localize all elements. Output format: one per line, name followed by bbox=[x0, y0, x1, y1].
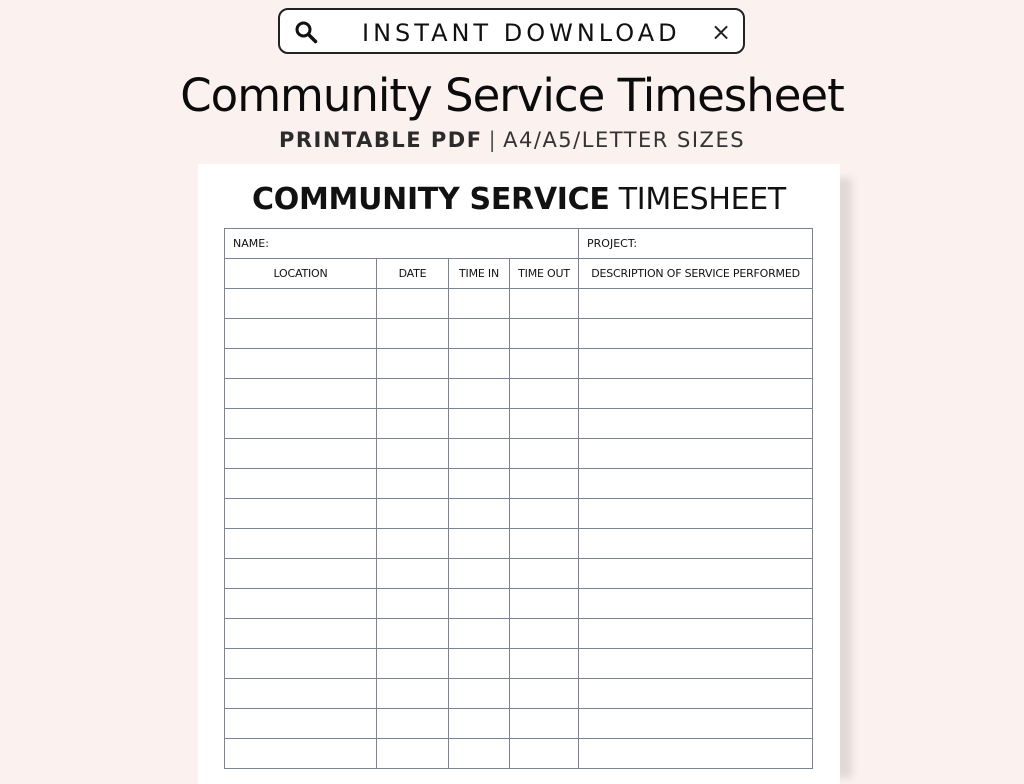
table-cell bbox=[579, 709, 813, 739]
table-cell bbox=[579, 469, 813, 499]
table-cell bbox=[449, 499, 510, 529]
subtitle-format: PRINTABLE PDF bbox=[278, 128, 483, 152]
table-row bbox=[225, 529, 813, 559]
table-cell bbox=[377, 709, 449, 739]
table-cell bbox=[449, 439, 510, 469]
table-cell bbox=[225, 319, 377, 349]
timesheet-table bbox=[224, 228, 813, 769]
table-cell bbox=[449, 289, 510, 319]
table-row bbox=[225, 409, 813, 439]
table-cell bbox=[377, 499, 449, 529]
table-cell bbox=[449, 679, 510, 709]
table-cell bbox=[510, 589, 579, 619]
table-cell bbox=[377, 379, 449, 409]
table-cell bbox=[449, 649, 510, 679]
col-header-location: LOCATION bbox=[225, 259, 377, 289]
table-cell bbox=[579, 349, 813, 379]
table-cell bbox=[225, 529, 377, 559]
table-cell bbox=[510, 319, 579, 349]
sheet-title-bold: COMMUNITY SERVICE bbox=[252, 182, 610, 217]
table-row bbox=[225, 379, 813, 409]
table-cell bbox=[449, 709, 510, 739]
table-cell bbox=[579, 739, 813, 769]
table-row bbox=[225, 319, 813, 349]
table-row bbox=[225, 679, 813, 709]
table-cell bbox=[510, 379, 579, 409]
table-cell bbox=[377, 319, 449, 349]
table-cell bbox=[377, 589, 449, 619]
table-cell bbox=[449, 739, 510, 769]
subtitle-sizes: A4/A5/LETTER SIZES bbox=[503, 128, 746, 152]
table-cell bbox=[510, 349, 579, 379]
table-row bbox=[225, 499, 813, 529]
table-cell bbox=[449, 559, 510, 589]
table-cell bbox=[225, 499, 377, 529]
table-cell bbox=[225, 589, 377, 619]
table-cell bbox=[377, 679, 449, 709]
table-cell bbox=[449, 319, 510, 349]
table-cell bbox=[579, 589, 813, 619]
table-row bbox=[225, 619, 813, 649]
table-cell bbox=[510, 619, 579, 649]
table-cell bbox=[225, 709, 377, 739]
instant-download-search-bar[interactable] bbox=[278, 8, 745, 54]
table-cell bbox=[579, 499, 813, 529]
column-header-row bbox=[225, 259, 813, 289]
table-cell bbox=[449, 469, 510, 499]
table-cell bbox=[377, 649, 449, 679]
table-cell bbox=[510, 289, 579, 319]
table-cell bbox=[377, 559, 449, 589]
table-cell bbox=[377, 289, 449, 319]
col-header-date: DATE bbox=[377, 259, 449, 289]
subtitle-separator: | bbox=[488, 128, 498, 152]
table-cell bbox=[510, 499, 579, 529]
table-cell bbox=[510, 739, 579, 769]
table-cell bbox=[377, 529, 449, 559]
table-cell bbox=[377, 409, 449, 439]
name-project-row bbox=[225, 229, 813, 259]
table-cell bbox=[377, 439, 449, 469]
table-row bbox=[225, 589, 813, 619]
table-cell bbox=[510, 649, 579, 679]
table-cell bbox=[225, 409, 377, 439]
col-header-time-out: TIME OUT bbox=[510, 259, 579, 289]
table-cell bbox=[579, 679, 813, 709]
table-cell bbox=[449, 529, 510, 559]
table-cell bbox=[225, 679, 377, 709]
table-cell bbox=[510, 529, 579, 559]
table-cell bbox=[510, 709, 579, 739]
table-cell bbox=[510, 559, 579, 589]
table-cell bbox=[579, 319, 813, 349]
table-cell bbox=[579, 619, 813, 649]
table-row bbox=[225, 709, 813, 739]
sheet-title bbox=[198, 182, 840, 218]
name-field: NAME: bbox=[225, 229, 579, 259]
table-cell bbox=[225, 349, 377, 379]
table-cell bbox=[510, 409, 579, 439]
close-icon[interactable]: × bbox=[710, 18, 732, 46]
col-header-description: DESCRIPTION OF SERVICE PERFORMED bbox=[579, 259, 813, 289]
timesheet-preview bbox=[198, 164, 840, 784]
table-cell bbox=[225, 379, 377, 409]
search-icon bbox=[294, 20, 318, 44]
table-cell bbox=[449, 589, 510, 619]
sheet-title-regular: TIMESHEET bbox=[618, 182, 786, 217]
table-cell bbox=[449, 619, 510, 649]
table-cell bbox=[579, 439, 813, 469]
table-cell bbox=[225, 289, 377, 319]
table-row bbox=[225, 559, 813, 589]
table-row bbox=[225, 289, 813, 319]
table-cell bbox=[377, 349, 449, 379]
table-cell bbox=[510, 679, 579, 709]
table-cell bbox=[449, 349, 510, 379]
page-subtitle bbox=[0, 126, 1024, 154]
table-cell bbox=[225, 649, 377, 679]
table-cell bbox=[225, 469, 377, 499]
table-cell bbox=[449, 409, 510, 439]
search-text: INSTANT DOWNLOAD bbox=[362, 19, 681, 47]
table-cell bbox=[579, 289, 813, 319]
table-cell bbox=[579, 529, 813, 559]
table-row bbox=[225, 739, 813, 769]
table-cell bbox=[225, 439, 377, 469]
project-field: PROJECT: bbox=[579, 229, 813, 259]
table-cell bbox=[449, 379, 510, 409]
table-row bbox=[225, 649, 813, 679]
table-cell bbox=[579, 409, 813, 439]
page-title: Community Service Timesheet bbox=[180, 69, 844, 122]
table-cell bbox=[377, 469, 449, 499]
table-row bbox=[225, 439, 813, 469]
table-cell bbox=[225, 559, 377, 589]
col-header-time-in: TIME IN bbox=[449, 259, 510, 289]
table-cell bbox=[377, 739, 449, 769]
table-cell bbox=[579, 559, 813, 589]
table-cell bbox=[225, 739, 377, 769]
table-cell bbox=[225, 619, 377, 649]
table-cell bbox=[510, 439, 579, 469]
table-row bbox=[225, 349, 813, 379]
table-row bbox=[225, 469, 813, 499]
table-cell bbox=[510, 469, 579, 499]
table-cell bbox=[579, 379, 813, 409]
table-cell bbox=[377, 619, 449, 649]
table-cell bbox=[579, 649, 813, 679]
